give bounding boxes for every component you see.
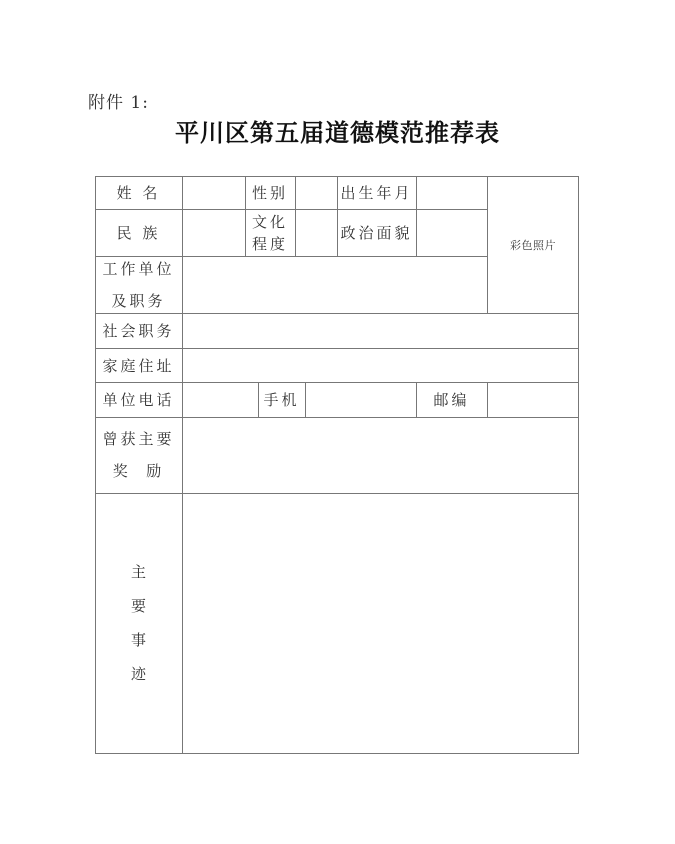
color-photo-area[interactable]: 彩色照片 <box>510 239 556 252</box>
education-label-line2: 程度 <box>251 234 288 253</box>
ethnicity-field[interactable] <box>183 210 245 256</box>
work-unit-label-line2: 及职务 <box>111 291 166 310</box>
political-status-field[interactable] <box>417 210 487 256</box>
gender-label: 性别 <box>251 184 288 202</box>
name-field[interactable] <box>183 177 245 209</box>
postcode-field[interactable] <box>488 383 578 417</box>
awards-field[interactable] <box>183 418 578 493</box>
home-address-field[interactable] <box>183 349 578 382</box>
name-label: 姓 名 <box>116 184 161 202</box>
main-deeds-char: 主 <box>130 563 146 581</box>
work-phone-field[interactable] <box>183 383 258 417</box>
social-position-field[interactable] <box>183 314 578 348</box>
attachment-label: 附件 1: <box>88 93 149 113</box>
mobile-label: 手机 <box>263 391 300 409</box>
awards-label-line1: 曾获主要 <box>102 430 175 448</box>
work-phone-label: 单位电话 <box>102 391 175 409</box>
birth-date-label: 出生年月 <box>340 184 413 202</box>
birth-date-field[interactable] <box>417 177 487 209</box>
page-title: 平川区第五届道德模范推荐表 <box>175 119 500 147</box>
education-label-line1: 文化 <box>251 212 288 231</box>
main-deeds-char: 迹 <box>130 665 146 683</box>
main-deeds-char: 事 <box>130 631 146 649</box>
mobile-field[interactable] <box>306 383 416 417</box>
awards-label-line2: 奖 励 <box>112 462 165 480</box>
table-border-bottom <box>95 753 579 754</box>
work-unit-label <box>95 256 182 313</box>
gender-field[interactable] <box>296 177 337 209</box>
table-border-right <box>578 176 579 754</box>
main-deeds-label <box>95 493 182 753</box>
home-address-label: 家庭住址 <box>102 356 175 375</box>
main-deeds-field[interactable] <box>183 494 578 753</box>
education-label <box>245 209 295 256</box>
work-unit-label-line1: 工作单位 <box>102 259 175 278</box>
ethnicity-label: 民 族 <box>116 224 161 242</box>
political-status-label: 政治面貌 <box>340 224 413 242</box>
awards-label <box>95 417 182 493</box>
main-deeds-char: 要 <box>130 597 146 615</box>
work-unit-field[interactable] <box>183 257 487 313</box>
postcode-label: 邮编 <box>433 391 470 409</box>
social-position-label: 社会职务 <box>102 322 175 340</box>
education-field[interactable] <box>296 210 337 256</box>
